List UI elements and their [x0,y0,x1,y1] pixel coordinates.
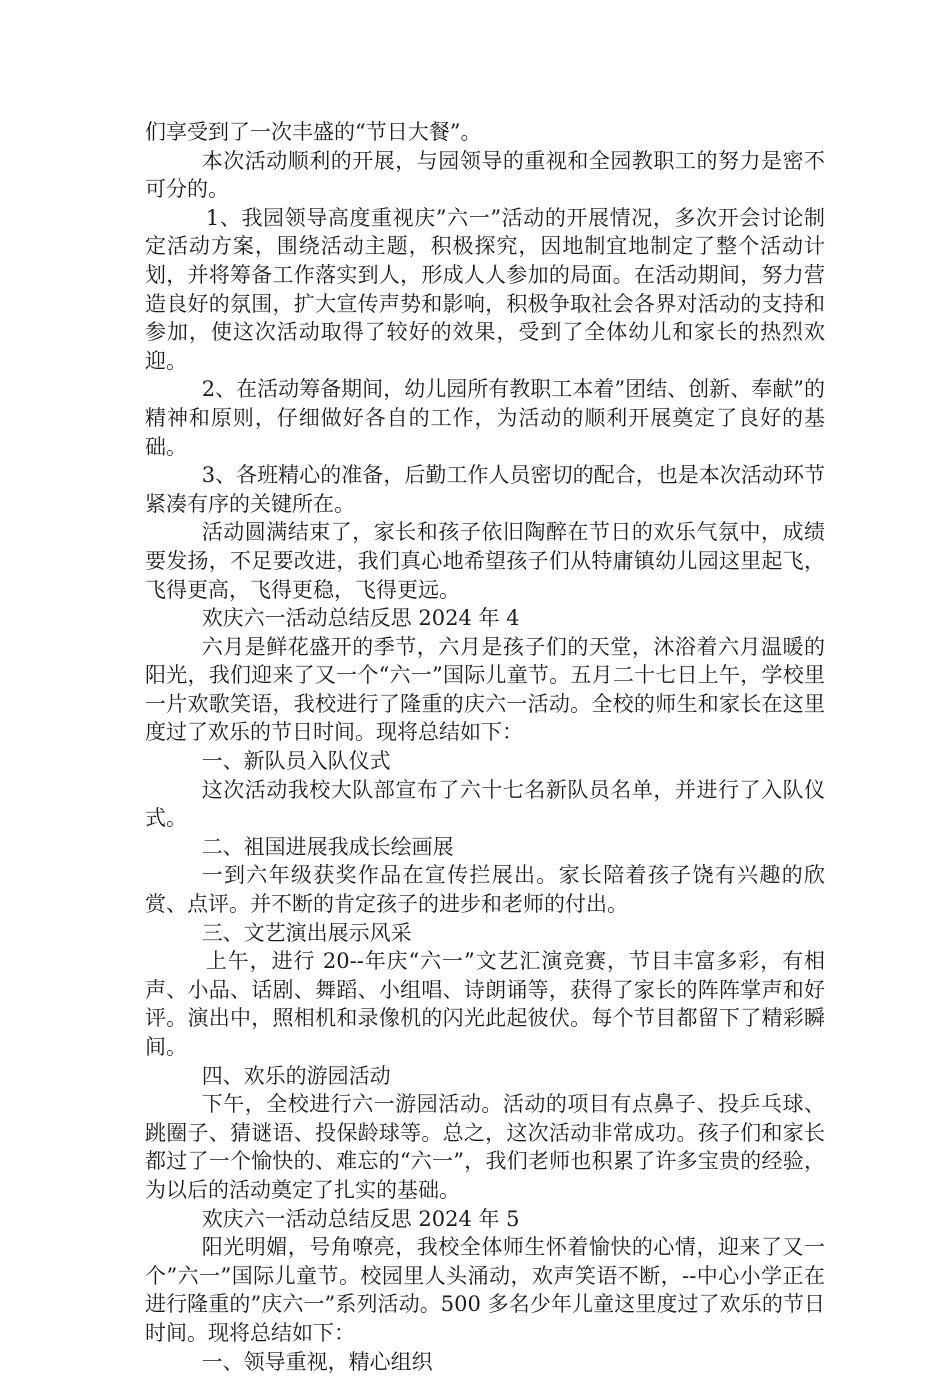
paragraph-3: 1、我园领导高度重视庆”六一”活动的开展情况，多次开会讨论制定活动方案，围绕活动主题，积极探究，因地制宜地制定了整个活动计划，并将筹备工作落实到人，形成人人参加的局面。在活动期间，努力营造良好的氛围，扩大宣传声势和影响，积极争取社会各界对活动的支持和参加，使这次活动取得了较好的效果，受到了全体幼儿和家长的热烈欢迎。 [145,205,825,373]
subheading-painting-exhibition: 二、祖国进展我成长绘画展 [201,834,454,859]
paragraph-16: 下午，全校进行六一游园活动。活动的项目有点鼻子、投乒乓球、跳圈子、猜谜语、投保龄球等。总之，这次活动非常成功。孩子们和家长都过了一个愉快的、难忘的“六一”，我们老师也积累了许多宝贵的经验，为以后的活动奠定了扎实的基础。 [145,1092,825,1202]
section-heading-5: 欢庆六一活动总结反思 2024 年 5 [201,1206,520,1231]
paragraph-4: 2、在活动筹备期间，幼儿园所有教职工本着”团结、创新、奉献”的精神和原则，仔细做好各自的工作，为活动的顺利开展奠定了良好的基础。 [145,377,825,459]
paragraph-2: 本次活动顺利的开展，与园领导的重视和全园教职工的努力是密不可分的。 [145,148,825,202]
section-heading-4: 欢庆六一活动总结反思 2024 年 4 [201,606,520,631]
paragraph-1: 们享受到了一次丰盛的“节日大餐”。 [145,120,482,144]
document-page [145,118,825,1376]
subheading-performance: 三、文艺演出展示风采 [201,920,412,945]
paragraph-6: 活动圆满结束了，家长和孩子依旧陶醉在节日的欢乐气氛中，成绩要发扬，不足要改进，我们真心地希望孩子们从特庸镇幼儿园这里起飞，飞得更高，飞得更稳，飞得更远。 [145,520,825,602]
paragraph-12: 一到六年级获奖作品在宣传拦展出。家长陪着孩子饶有兴趣的欣赏、点评。并不断的肯定孩子的进步和老师的付出。 [145,863,825,917]
paragraph-5: 3、各班精心的准备，后勤工作人员密切的配合，也是本次活动环节紧凑有序的关键所在。 [145,463,825,516]
subheading-leadership: 一、领导重视，精心组织 [201,1349,433,1374]
paragraph-10: 这次活动我校大队部宣布了六十七名新队员名单，并进行了入队仪式。 [145,777,825,831]
paragraph-18: 阳光明媚，号角嘹亮，我校全体师生怀着愉快的心情，迎来了又一个”六一”国际儿童节。校园里人头涌动，欢声笑语不断，--中心小学正在进行隆重的”庆六一”系列活动。500 多名少年儿童这里度过了欢乐的节日时间。现将总结如下： [145,1235,825,1345]
subheading-new-members: 一、新队员入队仪式 [201,749,391,774]
paragraph-14: 上午，进行 20--年庆“六一”文艺汇演竞赛，节目丰富多彩，有相声、小品、话剧、舞蹈、小组唱、诗朗诵等，获得了家长的阵阵掌声和好评。演出中，照相机和录像机的闪光此起彼伏。每个节目都留下了精彩瞬间。 [145,949,825,1059]
paragraph-8: 六月是鲜花盛开的季节，六月是孩子们的天堂，沐浴着六月温暖的阳光，我们迎来了又一个“六一”国际儿童节。五月二十七日上午，学校里一片欢歌笑语，我校进行了隆重的庆六一活动。全校的师生和家长在这里度过了欢乐的节日时间。现将总结如下： [145,634,825,745]
subheading-garden-activity: 四、欢乐的游园活动 [201,1063,391,1088]
